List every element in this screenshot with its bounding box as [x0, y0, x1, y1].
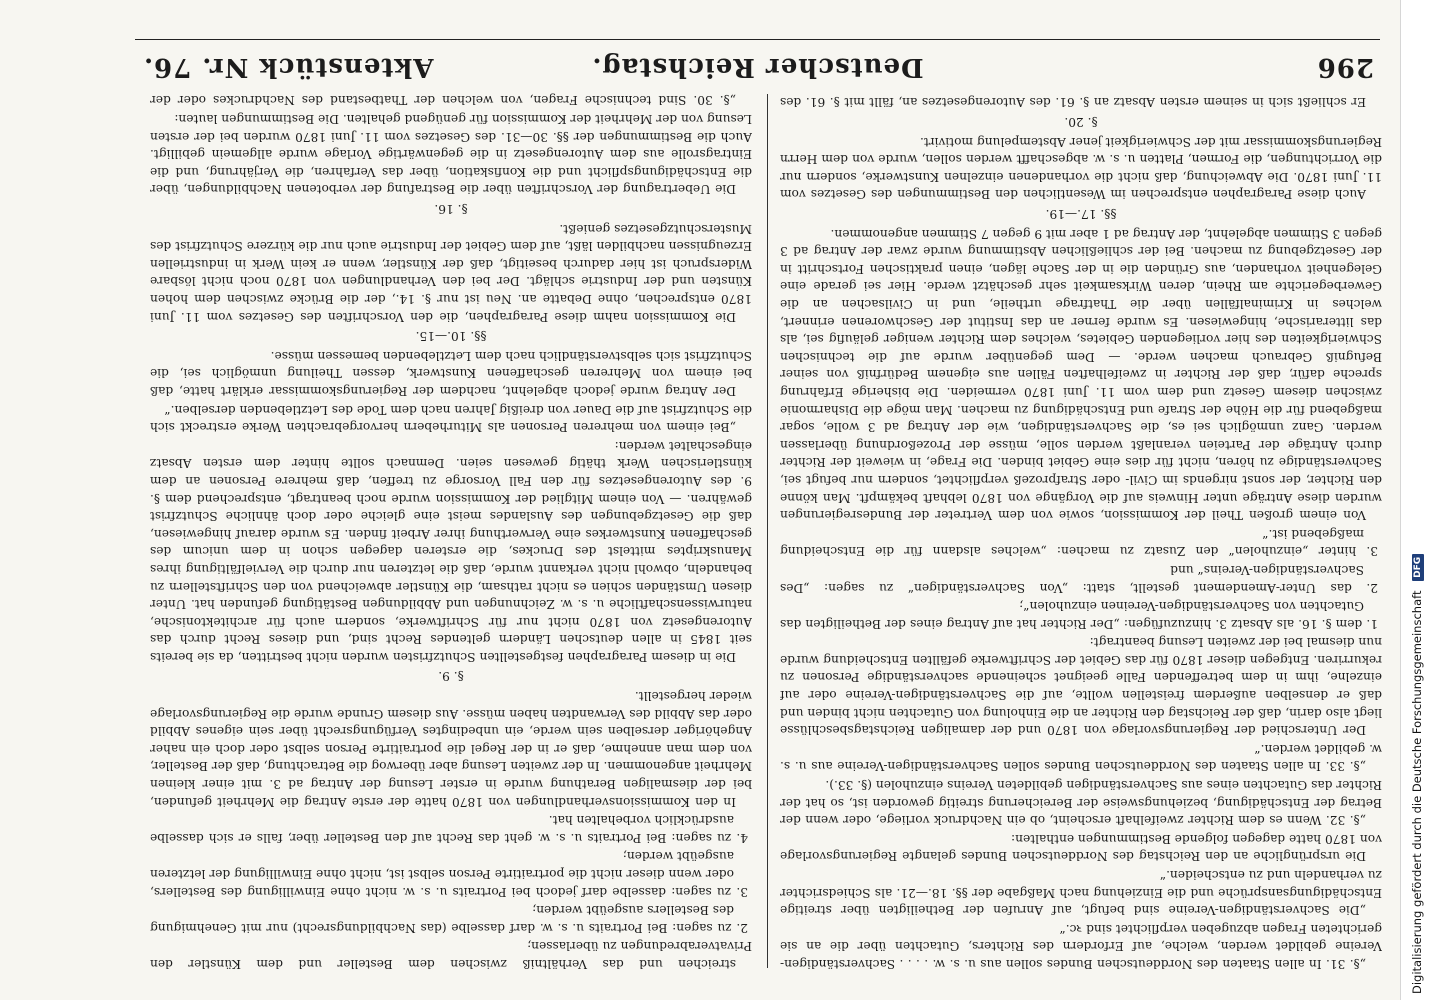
document-number: Aktenstück Nr. 76.	[143, 52, 434, 82]
digitization-sidebar	[1400, 0, 1432, 1000]
left-column-paragraph: streichen und das Verhältniß zwischen dem Besteller und dem Künstler den Privatverabredungen zu überlassen;	[150, 939, 752, 971]
left-column-section-heading: §§. 10.—15.	[415, 329, 487, 344]
right-column-paragraph: 1. dem §. 16. als Absatz 3. hinzuzufügen: „Der Richter hat auf Antrag eines der Betheiligten das Gutachten von Sachverständigen-Vereinen einzuholen“;	[780, 599, 1378, 631]
left-text-column	[150, 92, 752, 972]
right-column-paragraph: Von einem großen Theil der Kommission, sowie von dem Vertreter der Bundesregierungen wurden diese Anträge unter Hinweis auf die Vorgänge von 1870 lebhaft bekämpft. Man könne den Richter, der sonst nirgends im Civil- oder Strafprozeß verpflichtet, sondern nur befugt sei, Sachverständige zu hören, nicht für dies eine Gebiet binden. Die Frage, in wieweit der Richter durch Anträge der Parteien veranlaßt werden solle, müsse der Prozeßordnung überlassen werden. Ganz unmöglich sei es, die Sachverständigen, wie der Antrag ad 3 wolle, sogar maßgebend für die Höhe der Strafe und Entschädigung zu machen. Man möge die Disharmonie zwischen diesem Gesetz und dem vom 11. Juni 1870 vermeiden. Die bisherige Erfahrung spreche dafür, daß der Richter in zweifelhaften Fällen aus eigenem Bedürfniß von seiner Befugniß Gebrauch machen werde. — Dem gegenüber wurde auf die technischen Schwierigkeiten des hier vorliegenden Gebietes, welches dem Richter weniger geläufig sei, als das litterarische, hingewiesen. Es wurde ferner an das Institut der Geschworenen erinnert, welches in Kriminalfällen über die Thatfrage urtheile, und in Civilsachen an die Gewerbegerichte am Rhein, deren Wirksamkeit sehr geschätzt werde. Hier sei gerade eine Gelegenheit vorhanden, aus Gründen die in der Sache lägen, einen praktischen Fortschritt in der Gesetzgebung zu machen. Bei der schließlichen Abstimmung wurde zwar der Antrag ad 3 gegen 3 Stimmen abgelehnt, der Antrag ad 1 aber mit 9 gegen 7 Stimmen angenommen.	[780, 226, 1382, 523]
left-column-paragraph: In den Kommissionsverhandlungen von 1870 hatte der erste Antrag die Mehrheit gefunden, bei der diesmaligen Berathung wurde in erster Lesung der Antrag ad 3. mit einer kleinen Mehrheit angenommen. In der zweiten Lesung aber überwog die Betrachtung, daß der Besteller, von dem man annehme, daß er in der Regel die portraitirte Person selbst oder doch ein naher Angehöriger derselben sein werde, ein unbedingtes Verfügungsrecht über sein eigenes Abbild oder das Abbild des Verwandten haben müsse. Aus diesem Grunde wurde die Regierungsvorlage wieder hergestellt.	[150, 689, 752, 809]
page-number: 296	[1316, 52, 1374, 82]
right-column-paragraph: 2. das Unter-Amendement gestellt, statt: „Von Sachverständigen“ zu sagen: „Des Sachverständigen-Vereins“ und	[780, 562, 1378, 595]
left-column-paragraph: Die Uebertragung der Vorschriften über die Bestrafung der verbotenen Nachbildungen, über die Entschädigungspflicht und die Konfiskation, über das Verfahren, die Verjährung, und die Eintragsrolle aus dem Autorengesetz in die gegenwärtige Vorlage wurde allgemein gebilligt. Auch die Bestimmungen der §§. 30—31. des Gesetzes vom 11. Juni 1870 wurden bei der ersten Lesung von der Mehrheit der Kommission für genügend gehalten. Die Bestimmungen lauten:	[150, 112, 752, 197]
left-column-paragraph: 3. zu sagen: dasselbe darf jedoch bei Portraits u. s. w. nicht ohne Einwilligung des Bestellers, oder wenn dieser nicht die portraitirte Person selbst ist, nicht ohne Einwilligung der letzteren ausgeübt werden;	[150, 849, 748, 899]
left-column-paragraph: 4. zu sagen: Bei Portraits u. s. w. geht das Recht auf den Besteller über, falls er sich dasselbe ausdrücklich vorbehalten hat.	[150, 813, 748, 845]
left-column-paragraph: 2. zu sagen: Bei Portraits u. s. w. darf dasselbe (das Nachbildungsrecht) nur mit Genehmigung des Bestellers ausgeübt werden;	[150, 903, 748, 935]
right-column-paragraph: „Die Sachverständigen-Vereine sind befugt, auf Anrufen der Betheiligten über streitige Entschädigungsansprüche und die Einziehung nach Maßgabe der §§. 18.—21. als Schiedsrichter zu verhandeln und zu entscheiden.“	[780, 868, 1382, 918]
right-column-paragraph: Der Unterschied der Regierungsvorlage von 1870 und der damaligen Reichstagsbeschlüsse liegt also darin, daß der Reichstag den Richter an die Einholung von Gutachten nicht binden und daß er denselben außerdem freistellen wollte, auf die Sachverständigen-Vereine oder auf einzelne, ihm in dem betreffenden Falle geeignet scheinende sachverständige Personen zu rekurriren. Entgegen dieser 1870 für das Gebiet der Schriftwerke gefällten Entscheidung wurde nun diesmal bei der zweiten Lesung beantragt:	[780, 635, 1382, 738]
right-column-paragraph: „§. 31. In allen Staaten des Norddeutschen Bundes sollen aus u. s. w. . . . . Sachverständigen-Vereine gebildet werden, welche, auf Erfordern des Richters, Gutachten über die an sie gerichteten Fragen abzugeben verpflichtet sind ꝛc.“	[780, 921, 1382, 971]
right-column-paragraph: „§. 32. Wenn es dem Richter zweifelhaft erscheint, ob ein Nachdruck vorliege, oder wenn der Betrag der Entschädigung, beziehungsweise der Bereicherung streitig geworden ist, so hat der Richter das Gutachten eines aus Sachverständigen gebildeten Vereins einzuholen (§. 33.).	[780, 778, 1382, 828]
right-column-paragraph: Auch diese Paragraphen entsprechen im Wesentlichen den Bestimmungen des Gesetzes vom 11. Juni 1870. Die Abweichung, daß nicht die vorhandenen einzelnen Kunstwerke, sondern nur die Vorrichtungen, die Formen, Platten u. s. w. abgeschafft werden sollen, wurde von dem Herrn Regierungskommissar mit der Schwierigkeit jener Abstempelung motivirt.	[780, 134, 1382, 202]
right-column-paragraph: „§. 33. In allen Staaten des Norddeutschen Bundes sollen Sachverständigen-Vereine aus u. s. w. gebildet werden.“	[780, 741, 1382, 774]
right-column-section-heading: §. 20.	[1064, 115, 1098, 130]
running-title: Deutscher Reichstag.	[591, 52, 924, 82]
column-divider	[767, 94, 768, 968]
right-column-paragraph: Die ursprüngliche an den Reichstag des Norddeutschen Bundes gelangte Regierungsvorlage von 1870 hatte dagegen folgende Bestimmungen enthalten:	[780, 831, 1382, 864]
left-column-paragraph: Die Kommission nahm diese Paragraphen, die den Vorschriften des Gesetzes vom 11. Juni 1870 entsprechen, ohne Debatte an. Neu ist nur §. 14., der die Brücke zwischen dem hohen Künsten und der Industrie schlägt. Der bei den Verhandlungen von 1870 noch nicht lösbare Widerspruch ist hier dadurch beseitigt, daß der Künstler, wenn er kein Werk in industriellen Erzeugnissen nachbilden läßt, auf dem Gebiet der Industrie auch nur die kürzere Schutzfrist des Musterschutzgesetzes genießt.	[150, 221, 752, 324]
right-text-column	[780, 92, 1382, 972]
left-column-paragraph: Der Antrag wurde jedoch abgelehnt, nachdem der Regierungskommissar erklärt hatte, daß bei einem von Mehreren geschaffenen Kunstwerk, dessen Theilung unmöglich sei, die Schutzfrist sich selbstverständlich nach dem Letztlebenden bemessen müsse.	[150, 348, 752, 398]
left-column-section-heading: §. 9.	[438, 669, 464, 684]
left-column-paragraph: „§. 30. Sind technische Fragen, von welchen der Thatbestand des Nachdruckes oder der	[150, 93, 736, 108]
funding-credit	[1410, 374, 1424, 994]
funding-credit-text: Digitalisierung gefördert durch die Deutsche Forschungsgemeinschaft	[1410, 590, 1424, 994]
left-column-paragraph: „Bei einem von mehreren Personen als Miturhebern hervorgebrachten Werke erstreckt sich die Schutzfrist auf die Dauer von dreißig Jahren nach dem Tode des Letztlebenden derselben.“	[150, 402, 752, 435]
dfg-logo-icon: DFG	[1412, 554, 1424, 581]
right-column-section-heading: §§. 17.—19.	[1045, 207, 1117, 222]
page-header	[135, 39, 1380, 84]
right-column-paragraph: Er schließt sich in seinem ersten Absatz an §. 61. des Autorengesetzes an, fällt mit §. 61. des	[780, 95, 1366, 110]
left-column-paragraph: Die in diesem Paragraphen festgestellten Schutzfristen wurden nicht bestritten, da sie bereits seit 1845 in allen deutschen Ländern geltendes Recht sind, und dieses Recht durch das Autorengesetz von 1870 nicht nur für Schriftwerke, sondern auch für architektonische, naturwissenschaftliche u. s. w. Zeichnungen und Abbildungen Bestätigung gefunden hat. Unter diesen Umständen schien es nicht rathsam, die Künstler abweichend von den Schriftstellern zu behandeln, obwohl nicht verkannt wurde, daß die letzteren nur durch die Vervielfältigung ihres Manuskriptes mittelst des Druckes, die ersteren dagegen schon in dem unicum des geschaffenen Kunstwerkes eine Verwerthung ihrer Arbeit finden. Es wurde darauf hingewiesen, daß die Gesetzgebungen des Auslandes meist eine gleiche oder doch ähnliche Schutzfrist gewähren. — Von einem Mitglied der Kommission wurde noch beantragt, entsprechend dem §. 9. des Autorengesetzes für den Fall Vorsorge zu treffen, daß mehrere Personen an dem künstlerischen Werk thätig gewesen seien. Demnach sollte hinter dem ersten Absatz eingeschaltet werden:	[150, 438, 752, 664]
right-column-paragraph: 3. hinter „einzuholen“ den Zusatz zu machen: „welches alsdann für die Entscheidung maßgebend ist.“	[780, 526, 1378, 559]
left-column-section-heading: §. 16.	[434, 202, 468, 217]
